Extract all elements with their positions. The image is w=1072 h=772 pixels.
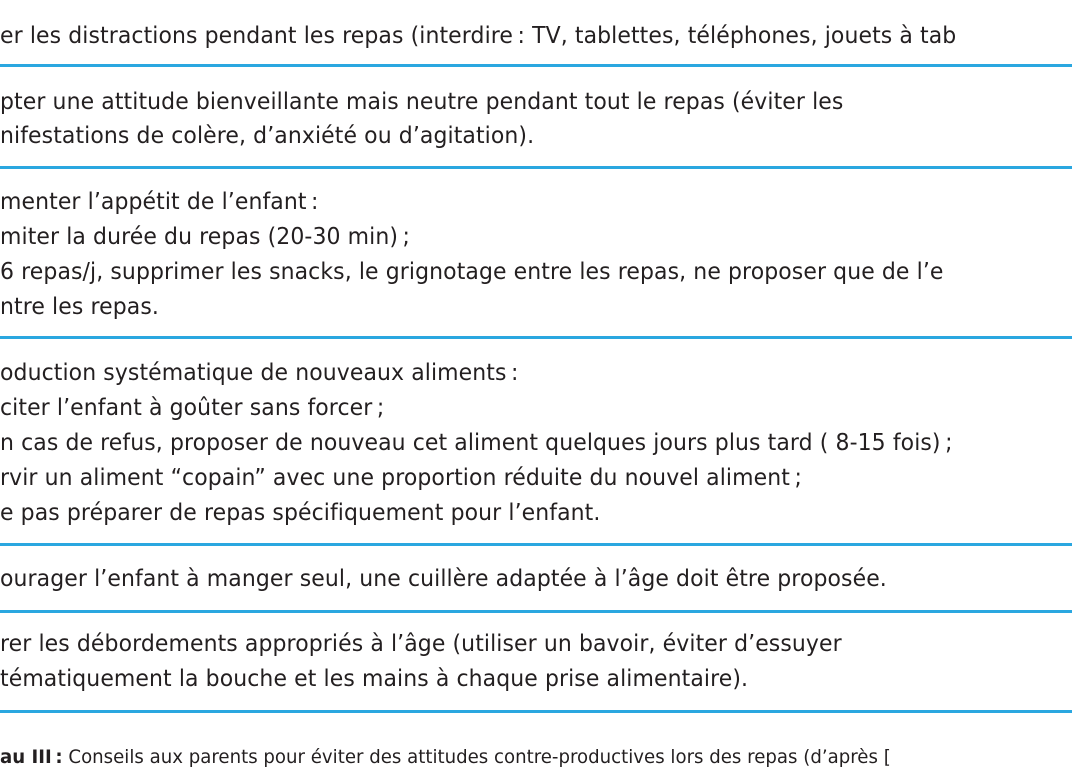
row-divider [0, 543, 1072, 546]
row-divider [0, 64, 1072, 67]
row-3-line-2: miter la durée du repas (20-30 min) ; [0, 224, 411, 250]
row-5-line-1: ourager l’enfant à manger seul, une cuillère adaptée à l’âge doit être proposée. [0, 566, 887, 592]
row-4-line-2: citer l’enfant à goûter sans forcer ; [0, 395, 385, 421]
row-divider [0, 166, 1072, 169]
row-3-line-3: 6 repas/j, supprimer les snacks, le grignotage entre les repas, ne proposer que de l’e [0, 259, 944, 285]
row-4-line-5: e pas préparer de repas spécifiquement pour l’enfant. [0, 500, 601, 526]
row-4-line-4: rvir un aliment “copain” avec une proportion réduite du nouvel aliment ; [0, 465, 802, 491]
row-divider [0, 610, 1072, 613]
row-3-line-1: menter l’appétit de l’enfant : [0, 189, 319, 215]
row-divider [0, 336, 1072, 339]
row-2-line-2: nifestations de colère, d’anxiété ou d’agitation). [0, 123, 535, 149]
caption-text: Conseils aux parents pour éviter des attitudes contre-productives lors des repas (d’après [ [62, 746, 891, 768]
row-4-line-1: oduction systématique de nouveaux aliments : [0, 360, 519, 386]
caption-label: au III : [0, 746, 63, 768]
row-6-line-2: tématiquement la bouche et les mains à chaque prise alimentaire). [0, 666, 749, 692]
row-4-line-3: n cas de refus, proposer de nouveau cet aliment quelques jours plus tard ( 8-15 fois) ; [0, 430, 953, 456]
row-3-line-4: ntre les repas. [0, 294, 159, 320]
row-2-line-1: pter une attitude bienveillante mais neutre pendant tout le repas (éviter les [0, 89, 844, 115]
row-6-line-1: rer les débordements appropriés à l’âge (utiliser un bavoir, éviter d’essuyer [0, 631, 842, 657]
row-1-line-1: er les distractions pendant les repas (interdire : TV, tablettes, téléphones, jouets à tab [0, 23, 957, 49]
table-bottom-border [0, 710, 1072, 713]
table-caption [0, 742, 891, 772]
